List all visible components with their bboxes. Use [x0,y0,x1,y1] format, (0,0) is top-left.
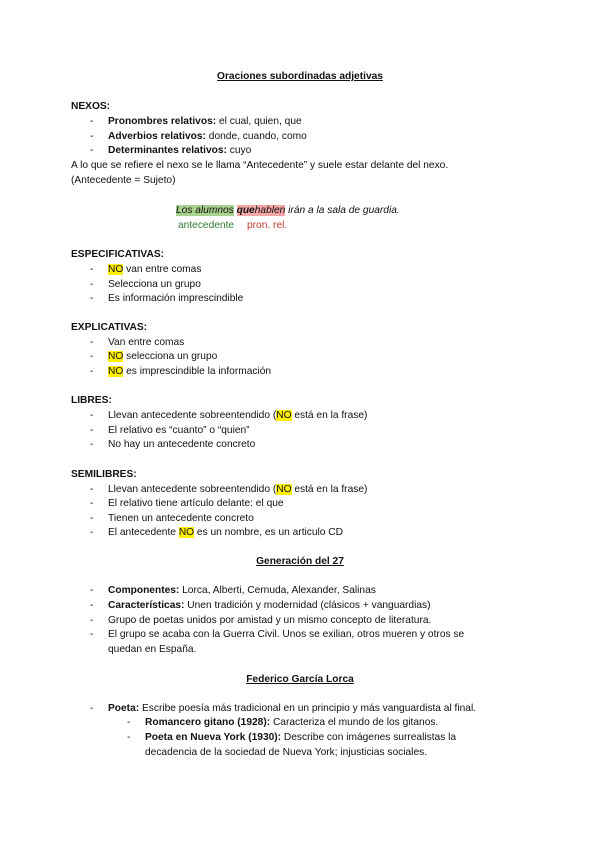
list-item [108,409,367,424]
label-antecedente: antecedente [178,220,235,231]
list-item: Grupo de poetas unidos por amistad y un mismo concepto de literatura. [108,615,432,626]
list-bullet: - [90,337,94,348]
list-bullet: - [90,279,94,290]
page-title: Oraciones subordinadas adjetivas [217,71,383,82]
item-text: El antecedente [108,527,179,538]
list-bullet: - [90,600,94,611]
list-item: Es información imprescindible [108,293,244,304]
section-header-semilibres: SEMILIBRES: [71,469,137,480]
list-bullet: - [90,513,94,524]
highlight: NO [276,484,292,495]
item-text: el cual, quien, que [216,116,302,127]
item-text: donde, cuando, como [205,131,307,142]
highlight: NO [276,410,292,421]
sub-list-item [145,731,456,746]
list-bullet: - [90,425,94,436]
list-item [108,115,302,130]
highlight: NO [178,527,195,538]
list-bullet: - [90,293,94,304]
item-label: Adverbios relativos: [108,131,206,142]
item-label: Poeta: [108,703,140,714]
list-item [108,526,343,541]
list-item [108,130,307,145]
list-bullet: - [90,131,94,142]
example-rest: irán a la sala de guardia. [285,205,400,216]
highlight: NO [108,366,124,377]
list-bullet: - [90,585,94,596]
item-text: Describe con imágenes surrealistas la [281,732,457,743]
item-label: Características: [108,600,185,611]
item-label: Poeta en Nueva York (1930): [145,732,282,743]
item-text: Caracteriza el mundo de los gitanos. [270,717,439,728]
sub-list-item-continuation: decadencia de la sociedad de Nueva York; injusticias sociales. [145,747,428,758]
list-bullet: - [90,484,94,495]
list-bullet: - [90,264,94,275]
list-item [108,144,251,159]
list-item: El grupo se acaba con la Guerra Civil. Unos se exilian, otros mueren y otros se [108,629,465,640]
list-item [108,599,431,614]
item-text: Escribe poesía más tradicional en un principio y más vanguardista al final. [139,703,477,714]
item-label: Componentes: [108,585,180,596]
list-item [108,263,201,278]
item-text: van entre comas [123,264,202,275]
list-item [108,365,271,380]
list-bullet: - [90,410,94,421]
list-item [108,483,367,498]
list-item: Selecciona un grupo [108,279,201,290]
list-bullet: - [90,498,94,509]
item-text: Llevan antecedente sobreentendido ( [108,484,277,495]
label-pron-rel: pron. rel. [247,220,288,231]
sub-list-item [145,716,438,731]
highlight: NO [108,264,124,275]
list-item [108,584,376,599]
section-title-lorca: Federico García Lorca [246,674,354,685]
example-antecedent: Los alumnos [176,205,234,216]
item-text: selecciona un grupo [123,351,218,362]
example-verb: hablen [254,205,286,216]
list-item: Tienen un antecedente concreto [108,513,254,524]
list-item: No hay un antecedente concreto [108,439,256,450]
list-item: El relativo tiene artículo delante: el que [108,498,284,509]
example-pronoun: que [236,205,255,216]
antecedent-note: A lo que se refiere el nexo se le llama “Antecedente” y suele estar delante del nexo. [71,160,449,171]
item-label: Determinantes relativos: [108,145,227,156]
item-text: está en la frase) [291,484,368,495]
item-label: Pronombres relativos: [108,116,217,127]
item-text: Unen tradición y modernidad (clásicos + vanguardias) [184,600,431,611]
sub-list-bullet: - [127,732,131,743]
section-header-especificativas: ESPECIFICATIVAS: [71,249,165,260]
item-text: Lorca, Alberti, Cernuda, Alexander, Salinas [179,585,376,596]
item-text: es un nombre, es un articulo CD [194,527,344,538]
item-text: es imprescindible la información [123,366,272,377]
list-bullet: - [90,439,94,450]
item-label: Romancero gitano (1928): [145,717,271,728]
list-item-continuation: quedan en España. [108,644,197,655]
section-header-explicativas: EXPLICATIVAS: [71,322,148,333]
list-item [108,702,476,717]
list-bullet: - [90,527,94,538]
section-header-libres: LIBRES: [71,395,112,406]
list-bullet: - [90,116,94,127]
list-item: Van entre comas [108,337,185,348]
section-header-nexos: NEXOS: [71,101,111,112]
item-text: está en la frase) [291,410,368,421]
highlight: NO [108,351,124,362]
antecedent-note-2: (Antecedente = Sujeto) [71,175,176,186]
item-text: Llevan antecedente sobreentendido ( [108,410,277,421]
list-bullet: - [90,629,94,640]
sub-list-bullet: - [127,717,131,728]
list-bullet: - [90,615,94,626]
list-item: El relativo es “cuanto” o “quien” [108,425,250,436]
item-text: cuyo [226,145,252,156]
list-item [108,350,217,365]
list-bullet: - [90,351,94,362]
example-sentence [176,204,400,219]
list-bullet: - [90,703,94,714]
list-bullet: - [90,366,94,377]
list-bullet: - [90,145,94,156]
section-title-generacion: Generación del 27 [256,556,344,567]
